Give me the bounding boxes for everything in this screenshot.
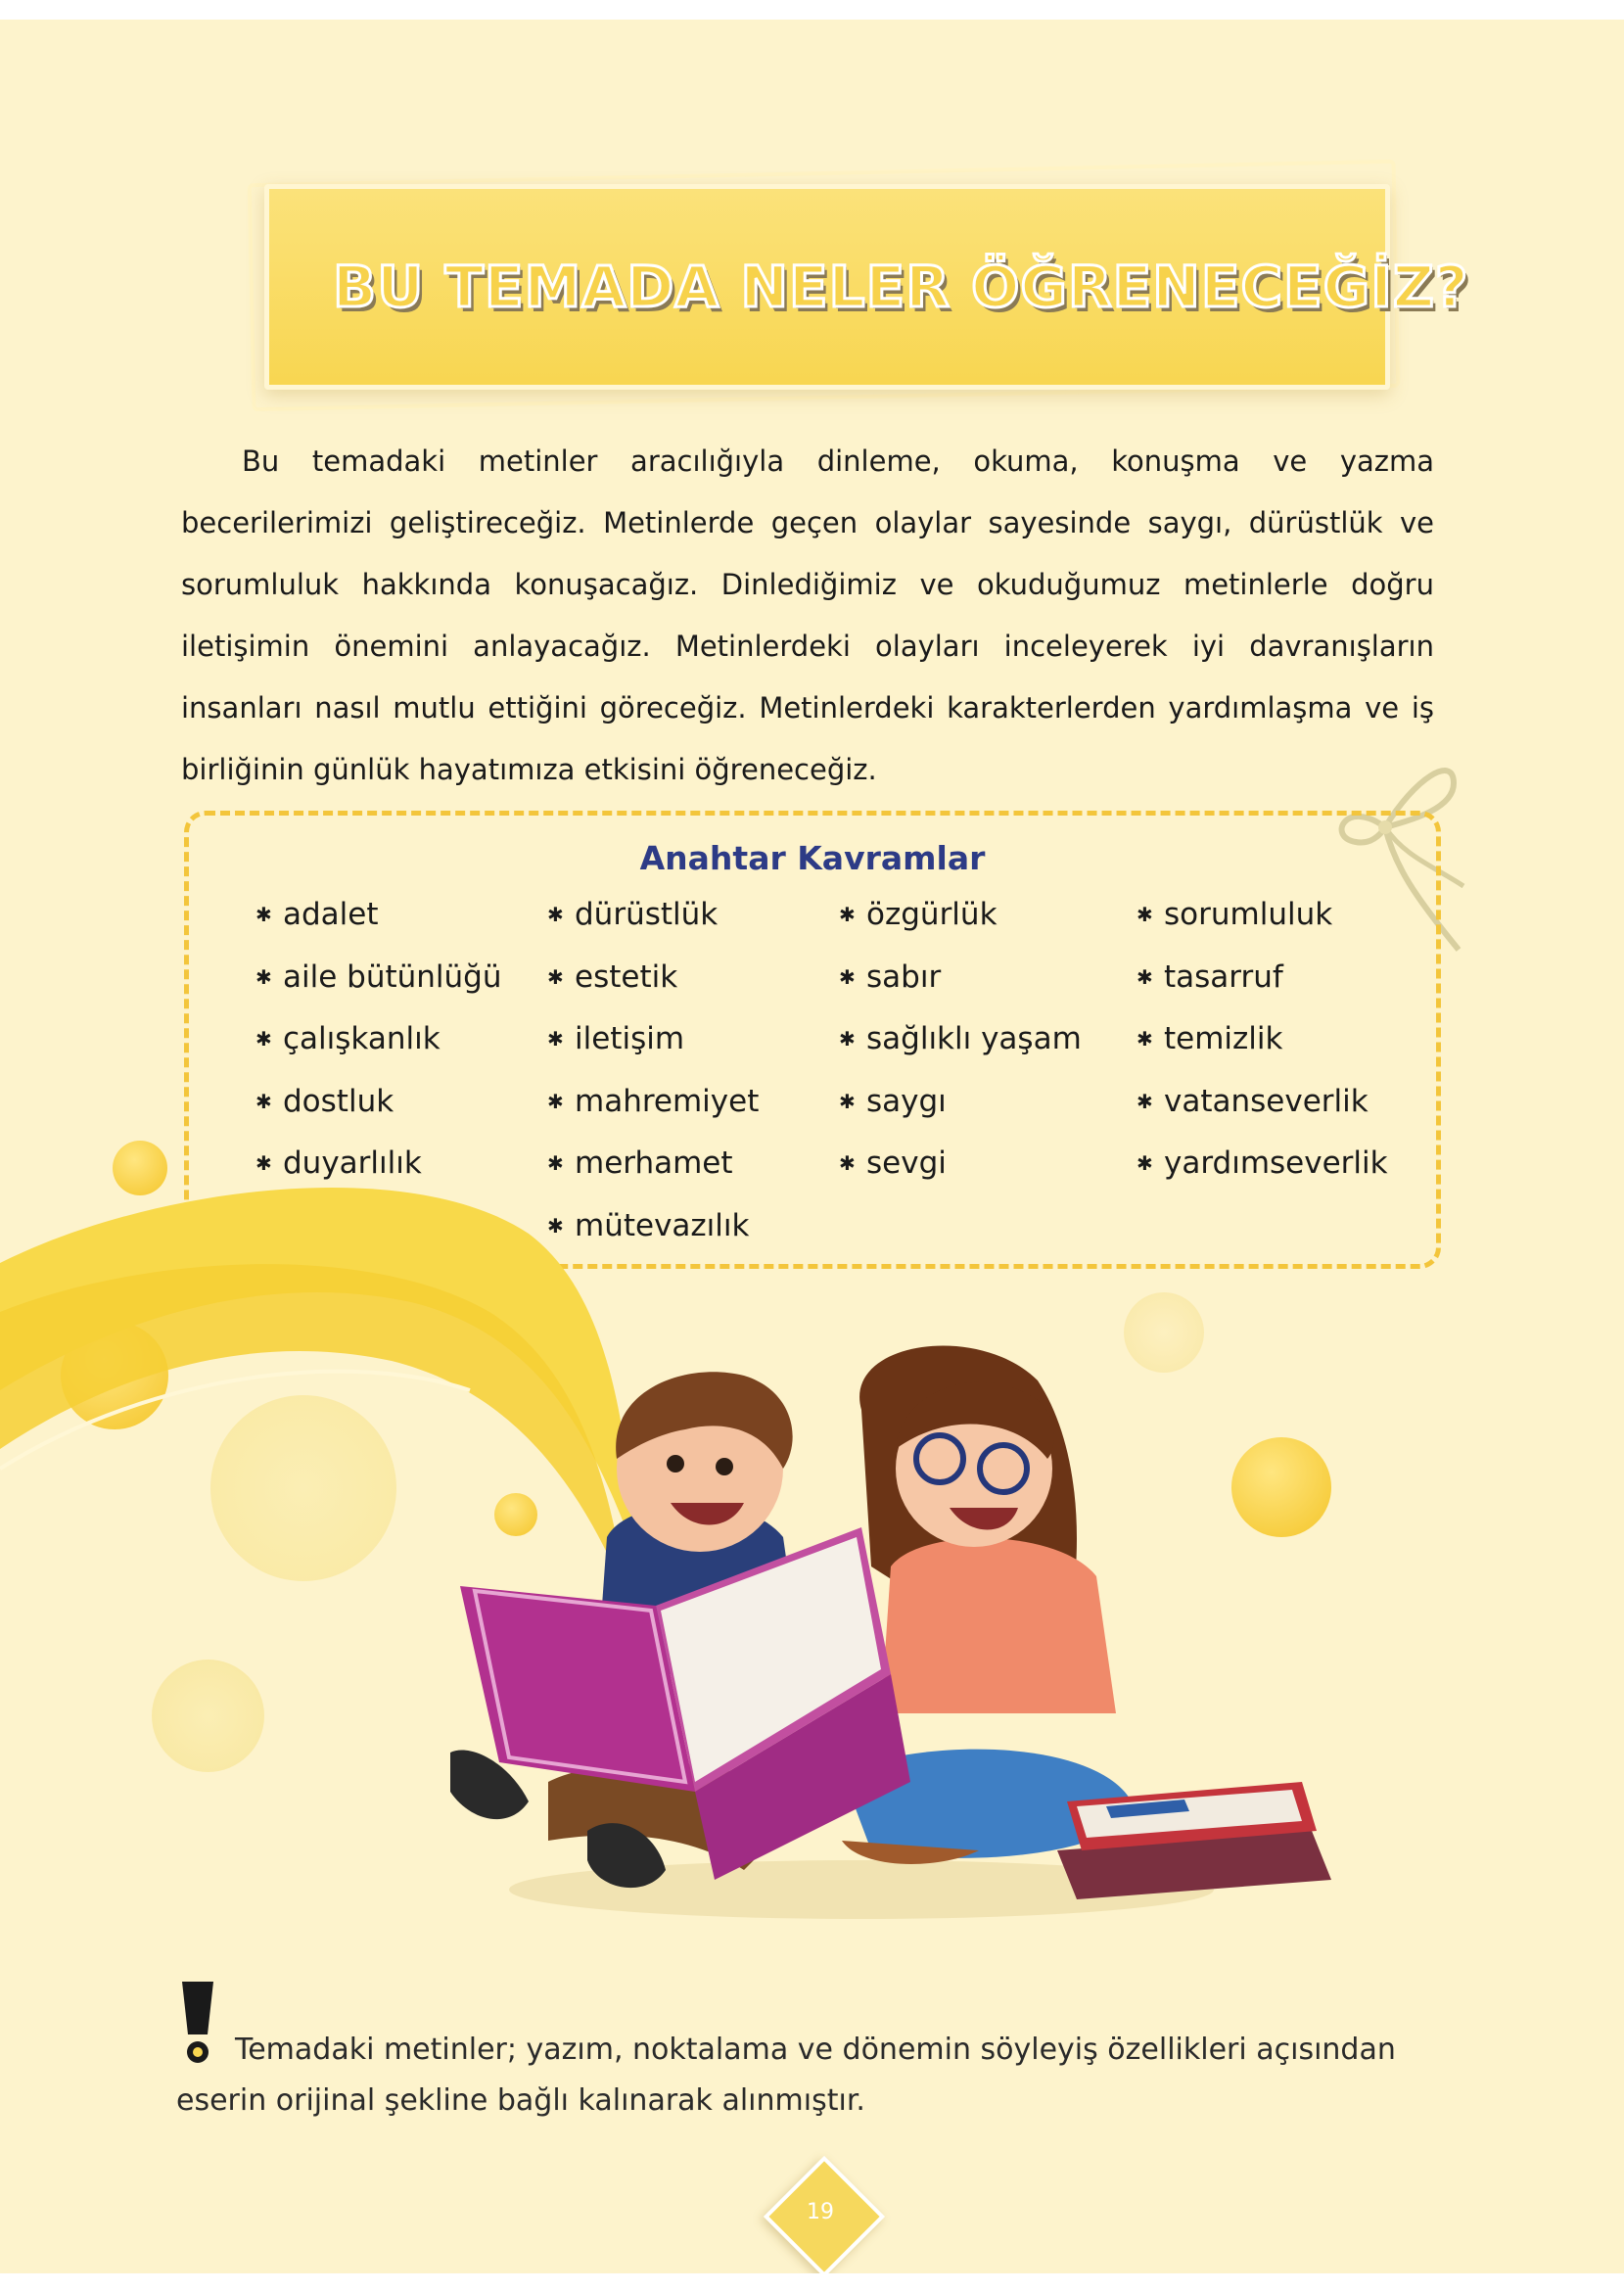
concept-item: ✱ mahremiyet bbox=[547, 1071, 759, 1134]
concepts-column-3 bbox=[839, 884, 1082, 1195]
bullet-icon: ✱ bbox=[255, 903, 272, 926]
concepts-column-4 bbox=[1137, 884, 1388, 1195]
note-text: Temadaki metinler; yazım, noktalama ve dönemin söyleyiş özellikleri açısından eserin orijinal şekline bağlı kalınarak alınmıştır. bbox=[176, 2033, 1396, 2118]
decorative-circle bbox=[152, 1660, 264, 1772]
bullet-icon: ✱ bbox=[547, 964, 564, 989]
bullet-icon: ✱ bbox=[255, 1027, 272, 1051]
key-concepts-title: Anahtar Kavramlar bbox=[639, 839, 986, 877]
concept-item: ✱ tasarruf bbox=[1137, 947, 1388, 1009]
concept-item: ✱ mütevazılık bbox=[547, 1195, 759, 1258]
bullet-icon: ✱ bbox=[255, 1151, 272, 1175]
bullet-icon: ✱ bbox=[839, 1151, 856, 1175]
bullet-icon: ✱ bbox=[547, 1089, 564, 1113]
concept-item: ✱ sabır bbox=[839, 947, 1082, 1009]
bullet-icon: ✱ bbox=[1137, 1089, 1153, 1113]
bullet-icon: ✱ bbox=[547, 903, 564, 926]
bullet-icon: ✱ bbox=[1137, 903, 1153, 926]
bullet-icon: ✱ bbox=[839, 1089, 856, 1113]
intro-paragraph: Bu temadaki metinler aracılığıyla dinleme, okuma, konuşma ve yazma becerilerimizi geliştireceğiz. Metinlerde geçen olaylar sayesinde saygı, dürüstlük ve sorumluluk hakkında konuşacağız. Dinlediğimiz ve okuduğumuz metinlerle doğru iletişimin önemini anlayacağız. Metinlerdeki olayları inceleyerek iyi davranışların insanları nasıl mutlu ettiğini göreceğiz. Metinlerdeki karakterlerden yardımlaşma ve iş birliğinin günlük hayatımıza etkisini öğreneceğiz. bbox=[181, 444, 1434, 786]
concept-item: ✱ sağlıklı yaşam bbox=[839, 1008, 1082, 1071]
bullet-icon: ✱ bbox=[839, 964, 856, 989]
bullet-icon: ✱ bbox=[547, 1213, 564, 1238]
bullet-icon: ✱ bbox=[255, 964, 272, 989]
concept-item: ✱ temizlik bbox=[1137, 1008, 1388, 1071]
bottom-margin bbox=[0, 2273, 1624, 2291]
concept-item: ✱ adalet bbox=[255, 884, 502, 947]
concept-item: ✱ aile bütünlüğü bbox=[255, 947, 502, 1009]
top-margin bbox=[0, 0, 1624, 20]
bullet-icon: ✱ bbox=[547, 1027, 564, 1051]
bullet-icon: ✱ bbox=[1137, 964, 1153, 989]
concept-item: ✱ sorumluluk bbox=[1137, 884, 1388, 947]
concept-item: ✱ merhamet bbox=[547, 1133, 759, 1195]
concept-item: ✱ saygı bbox=[839, 1071, 1082, 1134]
concept-item: ✱ yardımseverlik bbox=[1137, 1133, 1388, 1195]
page-title: BU TEMADA NELER ÖĞRENECEĞİZ? bbox=[333, 254, 1469, 320]
concept-item: ✱ özgürlük bbox=[839, 884, 1082, 947]
children-reading-illustration bbox=[431, 1322, 1370, 1948]
concept-item: ✱ estetik bbox=[547, 947, 759, 1009]
bullet-icon: ✱ bbox=[255, 1089, 272, 1113]
concept-item: ✱ dostluk bbox=[255, 1071, 502, 1134]
page-number: 19 bbox=[807, 2200, 834, 2224]
concept-item: ✱ vatanseverlik bbox=[1137, 1071, 1388, 1134]
bullet-icon: ✱ bbox=[547, 1151, 564, 1175]
bullet-icon: ✱ bbox=[839, 903, 856, 926]
bullet-icon: ✱ bbox=[1137, 1027, 1153, 1051]
bullet-icon: ✱ bbox=[1137, 1151, 1153, 1175]
concepts-column-1 bbox=[255, 884, 502, 1195]
concept-item: ✱ iletişim bbox=[547, 1008, 759, 1071]
concept-item: ✱ dürüstlük bbox=[547, 884, 759, 947]
concept-item: ✱ duyarlılık bbox=[255, 1133, 502, 1195]
bullet-icon: ✱ bbox=[839, 1027, 856, 1051]
concept-item: ✱ çalışkanlık bbox=[255, 1008, 502, 1071]
concept-item: ✱ sevgi bbox=[839, 1133, 1082, 1195]
